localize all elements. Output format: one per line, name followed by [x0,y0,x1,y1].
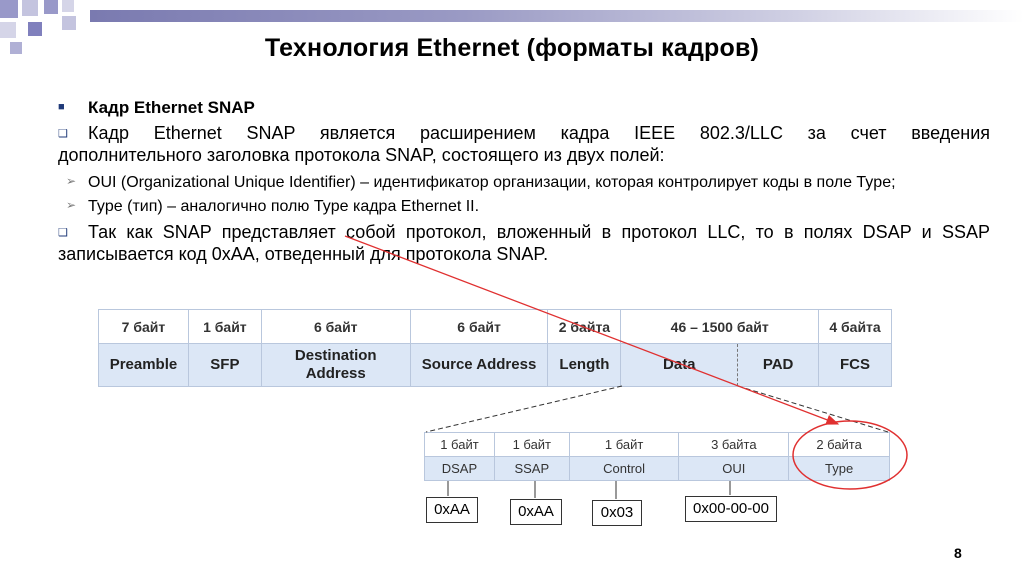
dsap-value: 0xAA [426,497,478,523]
size-data-pad: 46 – 1500 байт [621,310,819,344]
ssap-value: 0xAA [510,499,562,525]
type-highlight-ellipse [793,421,907,489]
field-oui: OUI [679,457,789,481]
control-value: 0x03 [592,500,642,526]
slide-title: Технология Ethernet (форматы кадров) [264,34,760,62]
field-destination-line1: Destination [294,347,377,364]
oui-item: OUI (Organizational Unique Identifier) – идентификатор организации, которая контролирует коды в поле Type; [88,174,896,191]
dashed-connector-right [738,386,888,432]
dashed-connector-left [426,386,622,432]
size-sfp: 1 байт [188,310,261,344]
page-number: 8 [954,545,962,561]
size-preamble: 7 байт [99,310,189,344]
paragraph-1-line-1: Кадр Ethernet SNAP является расширением кадра IEEE 802.3/LLC за счет введения [88,123,990,143]
oui-value: 0x00-00-00 [685,496,777,522]
size-type: 2 байта [789,433,890,457]
field-data: Data [621,344,738,387]
bullet-heading: Кадр Ethernet SNAP [88,98,255,117]
field-pad: PAD [738,344,819,387]
annotation-arrow [345,236,838,424]
field-control: Control [569,457,679,481]
field-source-address: Source Address [410,344,548,387]
arrow-bullet-icon: ➢ [66,174,77,188]
size-control: 1 байт [569,433,679,457]
field-dsap: DSAP [425,457,495,481]
size-source: 6 байт [410,310,548,344]
size-ssap: 1 байт [494,433,569,457]
field-preamble: Preamble [99,344,189,387]
field-sfp: SFP [188,344,261,387]
type-item: Type (тип) – аналогично полю Type кадра Ethernet II. [88,198,480,215]
field-length: Length [548,344,621,387]
paragraph-1-line-2: дополнительного заголовка протокола SNAP, состоящего из двух полей: [58,145,665,165]
hollow-square-bullet-icon: ❑ [58,227,68,239]
field-destination-line2: Address [305,365,366,382]
size-destination: 6 байт [261,310,410,344]
field-type: Type [789,457,890,481]
field-ssap: SSAP [494,457,569,481]
paragraph-2-line-1: Так как SNAP представляет собой протокол, вложенный в протокол LLC, то в полях DSAP и SSAP [88,222,990,242]
size-oui: 3 байта [679,433,789,457]
size-fcs: 4 байта [819,310,892,344]
hollow-square-bullet-icon: ❑ [58,128,68,140]
size-length: 2 байта [548,310,621,344]
field-fcs: FCS [819,344,892,387]
size-dsap: 1 байт [425,433,495,457]
arrow-bullet-icon: ➢ [66,198,77,212]
paragraph-2-line-2: записывается код 0xAA, отведенный для протокола SNAP. [58,244,549,264]
square-bullet-icon: ■ [58,101,65,113]
